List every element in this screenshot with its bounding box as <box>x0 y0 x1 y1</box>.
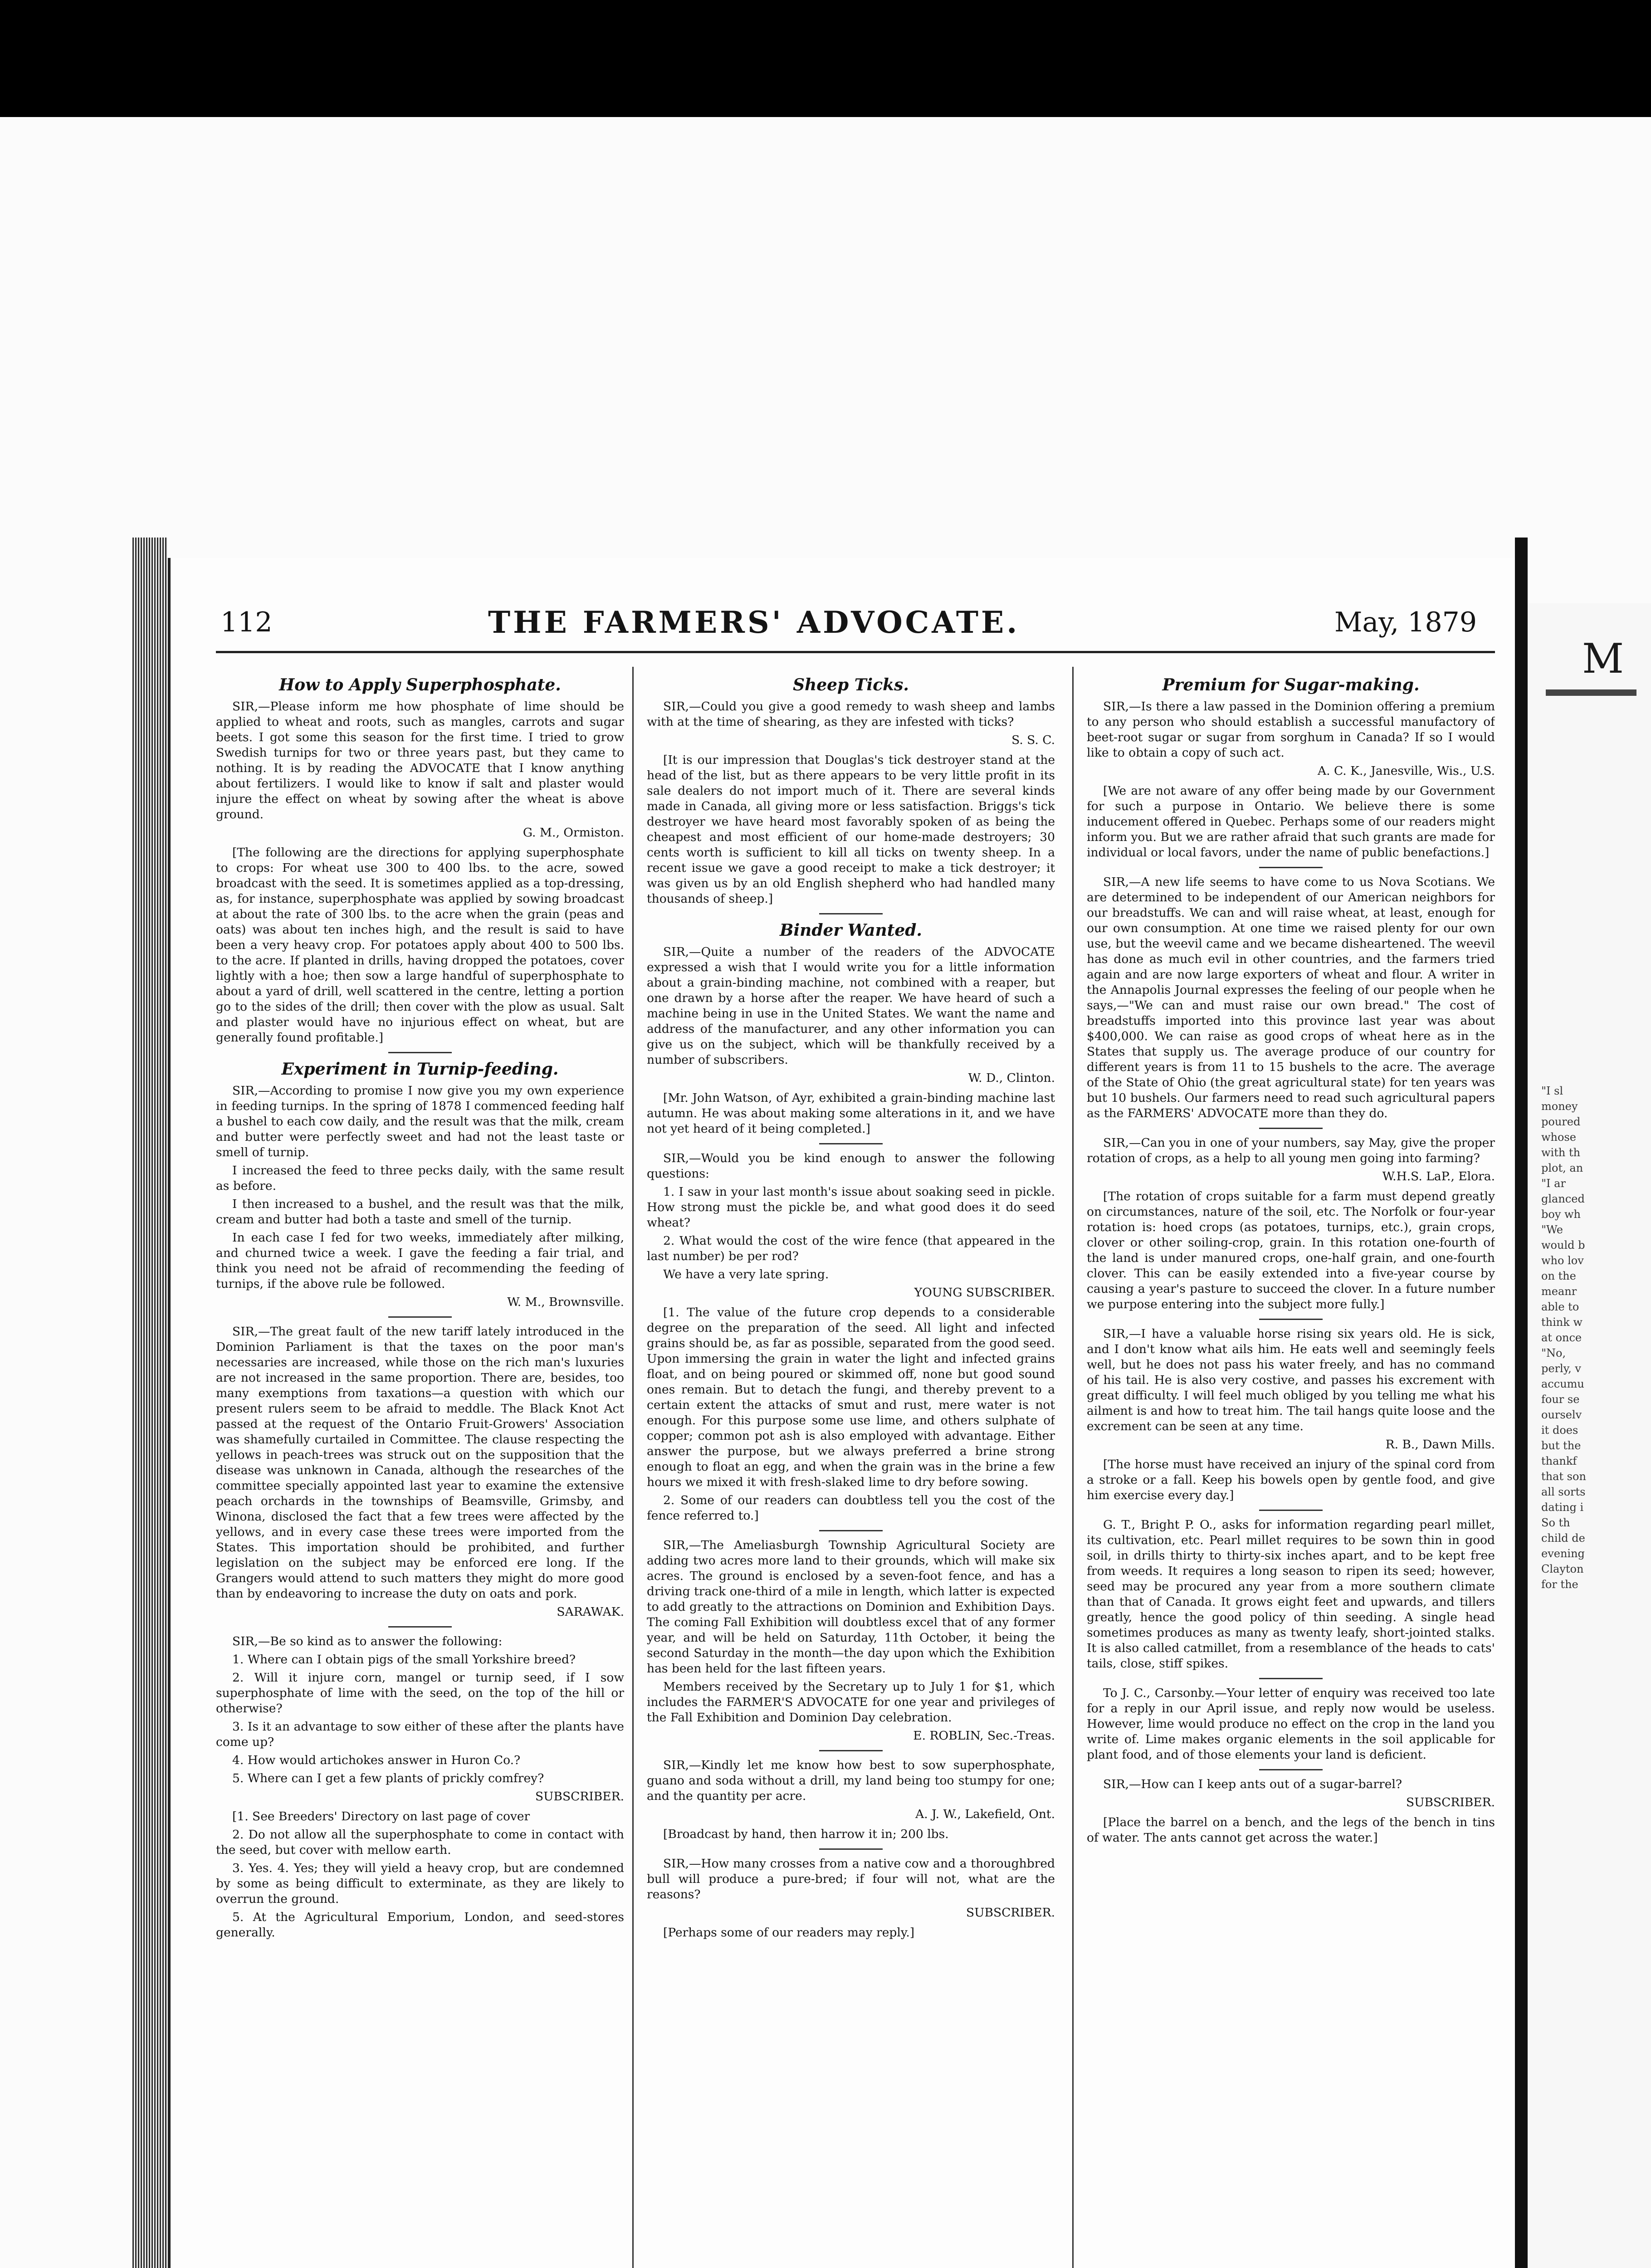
editor-reply: 2. Do not allow all the superphosphate to come in contact with the seed, but cover with mellow earth. <box>216 1828 624 1857</box>
question-item: We have a very late spring. <box>663 1267 829 1281</box>
question-item: 5. Where can I get a few plants of prickly comfrey? <box>232 1771 544 1785</box>
facing-page-fragment: on the <box>1541 1270 1576 1282</box>
facing-page-fragment: four se <box>1541 1393 1580 1406</box>
facing-page-fragment: perly, v <box>1541 1362 1581 1375</box>
letter-signature: SARAWAK. <box>557 1605 624 1619</box>
separator-rule <box>819 1750 883 1751</box>
facing-page-fragment: for the <box>1541 1578 1578 1591</box>
letter-signature: W. M., Brownsville. <box>507 1295 624 1309</box>
separator-rule <box>388 1052 452 1053</box>
letter-signature: E. ROBLIN, Sec.-Treas. <box>913 1729 1055 1743</box>
facing-page-fragment: "I sl <box>1541 1085 1563 1097</box>
question-item: 3. Is it an advantage to sow either of these after the plants have come up? <box>216 1720 624 1749</box>
facing-page-fragment: all sorts <box>1541 1486 1586 1498</box>
separator-rule <box>1259 1678 1323 1679</box>
editor-reply: [The following are the directions for applying superphosphate to crops: For wheat use 300 to 400 lbs. to the acre, sowed broadcast with the seed. It is sometimes applied as a top-dressing, as, for instance, superphosphate was applied by sowing broadcast at about the rate of 300 lbs. to the acre when the grain (peas and oats) was about ten inches high, and the result is said to have been a very heavy crop. For potatoes apply about 400 to 500 lbs. to the acre. If planted in drills, having dropped the potatoes, cover lightly with a hoe; then sow a large handful of superphosphate to about a yard of drill, well scattered in the centre, letting a portion go to the sides of the drill; then cover with the plow as usual. Salt and plaster would have no injurious effect on wheat, but are generally found profitable.] <box>216 846 624 1045</box>
facing-page-fragment: but the <box>1541 1439 1581 1452</box>
facing-page-fragment: plot, an <box>1541 1162 1583 1174</box>
editor-reply: [1. The value of the future crop depends to a considerable degree on the preparation of the seed. All light and infected grains should be, as far as possible, separated from the good seed. Upon immersing the grain in water the light and infected grains float, and on being poured or skimmed off, none but good sound ones remain. But to detach the fungi, and thereby prevent to a certain extent the attacks of smut and rust, mere water is not enough. For this purpose some use lime, and others sulphate of copper; common pot ash is also employed with advantage. Either answer the purpose, but we always preferred a brine strong enough to float an egg, and when the grain was in the brine a few hours we mixed it with fresh-slaked lime to dry before sowing. <box>647 1305 1055 1489</box>
letter-text: Members received by the Secretary up to July 1 for $1, which includes the FARMER'S ADVOCATE for one year and privileges of the Fall Exhibition and Dominion Day celebration. <box>647 1680 1055 1725</box>
facing-page-fragment: glanced <box>1541 1193 1585 1205</box>
header-rule <box>216 651 1495 653</box>
separator-rule <box>819 1530 883 1531</box>
letter-text: SIR,—Quite a number of the readers of the ADVOCATE expressed a wish that I would write you for a little information about a grain-binding machine, not combined with a reaper, but one drawn by a horse after the reaper. We have heard of such a machine being in use in the United States. We want the name and address of the manufacturer, and any other information you can give us on the subject, which will be thankfully received by a number of subscribers. <box>647 945 1055 1067</box>
editor-reply: [Broadcast by hand, then harrow it in; 200 lbs. <box>663 1827 949 1841</box>
separator-rule <box>1259 1769 1323 1770</box>
letter-text: I increased the feed to three pecks daily, with the same result as before. <box>216 1163 624 1193</box>
letter-signature: G. M., Ormiston. <box>523 826 624 840</box>
letter-text: SIR,—According to promise I now give you my own experience in feeding turnips. In the spring of 1878 I commenced feeding half a bushel to each cow daily, and the result was that the milk, cream and butter were perfectly sweet and had not the least taste or smell of turnip. <box>216 1084 624 1159</box>
facing-page-edge <box>1528 603 1651 2268</box>
facing-page-fragment: able to <box>1541 1300 1579 1313</box>
letter-signature: R. B., Dawn Mills. <box>1385 1437 1495 1452</box>
letter-text: I then increased to a bushel, and the result was that the milk, cream and butter had both a taste and smell of the turnip. <box>216 1197 624 1227</box>
newspaper-page <box>168 558 1518 2268</box>
book-binding <box>1515 538 1528 2268</box>
facing-page-fragment: money <box>1541 1100 1578 1113</box>
facing-page-fragment: it does <box>1541 1424 1578 1437</box>
facing-page-fragment: meanr <box>1541 1285 1577 1298</box>
separator-rule <box>819 913 883 914</box>
facing-page-fragment: "We <box>1541 1223 1563 1236</box>
letter-text: To J. C., Carsonby.—Your letter of enquiry was received too late for a reply in our April issue, and reply now would be useless. However, lime would produce no effect on the crop in the land you write of. Lime makes organic elements in the soil applicable for plant food, and of those elements your land is deficient. <box>1087 1686 1495 1762</box>
page-number: 112 <box>220 606 273 638</box>
letter-signature: W.H.S. LaP., Elora. <box>1382 1169 1495 1183</box>
letter-text: SIR,—Kindly let me know how best to sow superphosphate, guano and soda without a drill, my land being too stumpy for one; and the quantity per acre. <box>647 1758 1055 1803</box>
question-item: 1. Where can I obtain pigs of the small Yorkshire breed? <box>232 1652 576 1667</box>
column-left <box>216 669 624 2268</box>
facing-page-fragment: thankf <box>1541 1455 1577 1467</box>
letter-signature: S. S. C. <box>1011 733 1055 747</box>
separator-rule <box>1259 867 1323 868</box>
separator-rule <box>388 1626 452 1628</box>
separator-rule <box>819 1848 883 1850</box>
facing-page-fragment: evening <box>1541 1547 1585 1560</box>
editor-reply: [We are not aware of any offer being made by our Government for such a purpose in Ontario. We believe there is some inducement offered in Quebec. Perhaps some of our readers might inform you. But we are rather afraid that such grants are made for individual or local favors, under the name of public benefactions.] <box>1087 784 1495 860</box>
letter-text: SIR,—I have a valuable horse rising six years old. He is sick, and I don't know what ails him. He eats well and seemingly feels well, but he does not pass his water freely, and has no command of his tail. He is also very costive, and passes his excrement with great difficulty. I will feel much obliged by you telling me what his ailment is and how to treat him. The tail hangs quite loose and the excrement can be seen at any time. <box>1087 1327 1495 1433</box>
article-heading: Premium for Sugar-making. <box>1162 675 1420 694</box>
question-item: 1. I saw in your last month's issue about soaking seed in pickle. How strong must the pickle be, and what good does it do seed wheat? <box>647 1185 1055 1230</box>
letter-text: SIR,—Is there a law passed in the Dominion offering a premium to any person who should establish a successful manufactory of beet-root sugar or sugar from sorghum in Canada? If so I would like to obtain a copy of such act. <box>1087 699 1495 760</box>
letter-text: SIR,—How many crosses from a native cow and a thoroughbred bull will produce a pure-bred; if four will not, what are the reasons? <box>647 1857 1055 1901</box>
editor-reply: [The horse must have received an injury of the spinal cord from a stroke or a fall. Keep his bowels open by gentle food, and give him exercise every day.] <box>1087 1457 1495 1502</box>
letter-signature: W. D., Clinton. <box>968 1071 1055 1085</box>
column-right <box>1087 669 1495 2268</box>
editor-reply: [Perhaps some of our readers may reply.] <box>663 1926 915 1940</box>
column-middle <box>647 669 1055 2268</box>
facing-page-fragment: poured <box>1541 1115 1581 1128</box>
letter-signature: A. C. K., Janesville, Wis., U.S. <box>1317 764 1495 778</box>
article-heading: Binder Wanted. <box>780 921 922 940</box>
facing-page-rule <box>1546 689 1636 696</box>
separator-rule <box>388 1316 452 1318</box>
facing-page-fragment: So th <box>1541 1516 1570 1529</box>
page-header <box>216 601 1495 651</box>
letter-signature: SUBSCRIBER. <box>1406 1795 1495 1809</box>
column-divider <box>632 667 634 2268</box>
editor-reply: [1. See Breeders' Directory on last page of cover <box>232 1809 530 1823</box>
facing-page-fragment: child de <box>1541 1532 1585 1545</box>
letter-text: SIR,—The great fault of the new tariff lately introduced in the Dominion Parliament is that the taxes on the poor man's necessaries are increased, while those on the rich man's luxuries are not increased in the same proportion. There are, besides, too many exemptions from taxations—a question with which our present rulers seem to be afraid to meddle. The Black Knot Act passed at the request of the Ontario Fruit-Growers' Association was shamefully curtailed in Committee. The clause respecting the yellows in peach-trees was struck out on the supposition that the disease was unknown in Canada, although the researches of the committee specially appointed last year to examine the extensive peach orchards in the townships of Beamsville, Grimsby, and Winona, disclosed the fact that a few trees were affected by the yellows, and in every case these trees were imported from the States. This importation should be prohibited, and further legislation on the subject may be enforced ere long. If the Grangers would attend to such matters they might do more good than by endeavoring to increase the duty on oats and pork. <box>216 1325 624 1601</box>
facing-page-fragment: Clayton <box>1541 1563 1584 1575</box>
facing-page-fragment: with th <box>1541 1146 1581 1159</box>
facing-page-fragment: ourselv <box>1541 1408 1582 1421</box>
facing-page-fragment: that son <box>1541 1470 1586 1483</box>
editor-reply: [Mr. John Watson, of Ayr, exhibited a grain-binding machine last autumn. He was about making some alterations in it, and we have not yet heard of it being completed.] <box>647 1091 1055 1136</box>
letter-signature: SUBSCRIBER. <box>535 1789 624 1804</box>
editor-reply: [Place the barrel on a bench, and the legs of the bench in tins of water. The ants cannot get across the water.] <box>1087 1815 1495 1845</box>
letter-text: SIR,—Could you give a good remedy to wash sheep and lambs with at the time of shearing, as they are infested with ticks? <box>647 699 1055 729</box>
letter-signature: A. J. W., Lakefield, Ont. <box>915 1807 1055 1821</box>
editor-reply: 3. Yes. 4. Yes; they will yield a heavy crop, but are condemned by some as being difficult to exterminate, as they are likely to overrun the ground. <box>216 1861 624 1906</box>
masthead-title: THE FARMERS' ADVOCATE. <box>488 605 1020 640</box>
editor-reply: [It is our impression that Douglas's tick destroyer stand at the head of the list, but as there appears to be very little profit in its sale dealers do not import much of it. There are several kinds made in Canada, all giving more or less satisfaction. Briggs's tick destroyer we have heard most favorably spoken of as being the cheapest and most efficient of our home-made destroyers; 30 cents worth is sufficient to kill all ticks on twenty sheep. In a recent issue we gave a good receipt to make a tick destroyer; it was given us by an old English shepherd who had handled many thousands of sheep.] <box>647 753 1055 906</box>
separator-rule <box>1259 1128 1323 1129</box>
article-heading: Sheep Ticks. <box>793 675 909 694</box>
facing-page-fragment: dating i <box>1541 1501 1584 1514</box>
letter-signature: YOUNG SUBSCRIBER. <box>914 1286 1055 1300</box>
separator-rule <box>1259 1319 1323 1320</box>
facing-page-fragment: at once <box>1541 1331 1582 1344</box>
letter-text: SIR,—Be so kind as to answer the following: <box>232 1634 503 1648</box>
issue-date: May, 1879 <box>1334 606 1477 638</box>
separator-rule <box>819 1143 883 1144</box>
letter-text: In each case I fed for two weeks, immediately after milking, and churned twice a week. I gave the feeding a fair trial, and think you need not be afraid of recommending the feeding of turnips, if the above rule be followed. <box>216 1231 624 1291</box>
letter-signature: SUBSCRIBER. <box>966 1906 1055 1920</box>
article-heading: How to Apply Superphosphate. <box>279 675 561 694</box>
letter-text: G. T., Bright P. O., asks for information regarding pearl millet, its cultivation, etc. Pearl millet requires to be sown thin in good soil, in drills thirty to thirty-six inches apart, and to be kept free from weeds. It requires a long season to ripen its seed; however, seed may be procured any year from a more southern climate than that of Canada. It grows eight feet and upwards, and tillers greatly, hence the good policy of thin seeding. A single head sometimes produces as many as twenty leafy, short-jointed stalks. It is also called catmillet, from a resemblance of the heads to cats' tails, close, stiff spikes. <box>1087 1518 1495 1671</box>
facing-page-fragment: boy wh <box>1541 1208 1581 1221</box>
facing-page-fragment: accumu <box>1541 1378 1584 1390</box>
separator-rule <box>1259 1510 1323 1511</box>
facing-page-fragment: think w <box>1541 1316 1583 1329</box>
facing-page-fragment: would b <box>1541 1239 1585 1251</box>
page-edges <box>132 538 168 2268</box>
letter-text: SIR,—Would you be kind enough to answer the following questions: <box>647 1151 1055 1181</box>
article-heading: Experiment in Turnip-feeding. <box>281 1060 559 1079</box>
facing-page-fragment: who lov <box>1541 1254 1584 1267</box>
editor-reply: 2. Some of our readers can doubtless tell you the cost of the fence referred to.] <box>647 1493 1055 1523</box>
question-item: 2. Will it injure corn, mangel or turnip seed, if I sow superphosphate of lime with the seed, on the top of the hill or otherwise? <box>216 1671 624 1716</box>
facing-page-header-letter: M <box>1582 635 1624 683</box>
facing-page-fragment: "I ar <box>1541 1177 1566 1190</box>
letter-text: SIR,—The Ameliasburgh Township Agricultural Society are adding two acres more land to their grounds, which will make six acres. The ground is enclosed by a seven-foot fence, and has a driving track one-third of a mile in length, which latter is expected to add greatly to the attractions on Dominion and Exhibition Days. The coming Fall Exhibition will doubtless excel that of any former year, and will be held on Saturday, 11th October, it being the second Saturday in the month—the day upon which the Exhibition has been held for the last fifteen years. <box>647 1538 1055 1676</box>
letter-text: SIR,—Please inform me how phosphate of lime should be applied to wheat and roots, such as mangles, carrots and sugar beets. I got some this season for the first time. I tried to grow Swedish turnips for two or three years past, but they came to nothing. It is by reading the ADVOCATE that I know anything about fertilizers. I would like to know if salt and plaster would injure the effect on wheat by sowing after the wheat is above ground. <box>216 699 624 821</box>
facing-page-fragment: "No, <box>1541 1347 1566 1359</box>
letter-text: SIR,—Can you in one of your numbers, say May, give the proper rotation of crops, as a help to all young men going into farming? <box>1087 1136 1495 1165</box>
question-item: 2. What would the cost of the wire fence (that appeared in the last number) be per rod? <box>647 1234 1055 1263</box>
column-divider <box>1072 667 1074 2268</box>
letter-text: SIR,—A new life seems to have come to us Nova Scotians. We are determined to be independent of our American neighbors for our breadstuffs. We can and will raise wheat, at least, enough for our own consumption. At one time we raised plenty for our own use, but the weevil came and we became disheartened. The weevil has done as much evil in other countries, and the farmers tried again and are now large exporters of wheat and flour. A writer in the Annapolis Journal expresses the feeling of our people when he says,—"We can and must raise our own bread." The cost of breadstuffs imported into this province last year was about $400,000. We can raise as good crops of wheat here as in the States that supply us. The average produce of our country for different years is from 11 to 15 bushels to the acre. The average of the State of Ohio (the great agricultural state) for ten years was but 10 bushels. Our farmers need to read such agricultural papers as the FARMERS' ADVOCATE more than they do. <box>1087 875 1495 1120</box>
question-item: 4. How would artichokes answer in Huron Co.? <box>232 1753 521 1767</box>
letter-text: SIR,—How can I keep ants out of a sugar-barrel? <box>1103 1777 1402 1791</box>
editor-reply: 5. At the Agricultural Emporium, London, and seed-stores generally. <box>216 1910 624 1940</box>
facing-page-fragment: whose <box>1541 1131 1576 1144</box>
editor-reply: [The rotation of crops suitable for a farm must depend greatly on circumstances, nature of the soil, etc. The Norfolk or four-year rotation is: hoed crops (as potatoes, turnips, etc.), grain crops, clover or other soiling-crop, grain. In this rotation one-fourth of the land is under manured crops, one-half grain, and one-fourth clover. This can be easily extended into a five-year course by causing a year's pasture to succeed the clover. In a future number we purpose entering into the subject more fully.] <box>1087 1189 1495 1311</box>
